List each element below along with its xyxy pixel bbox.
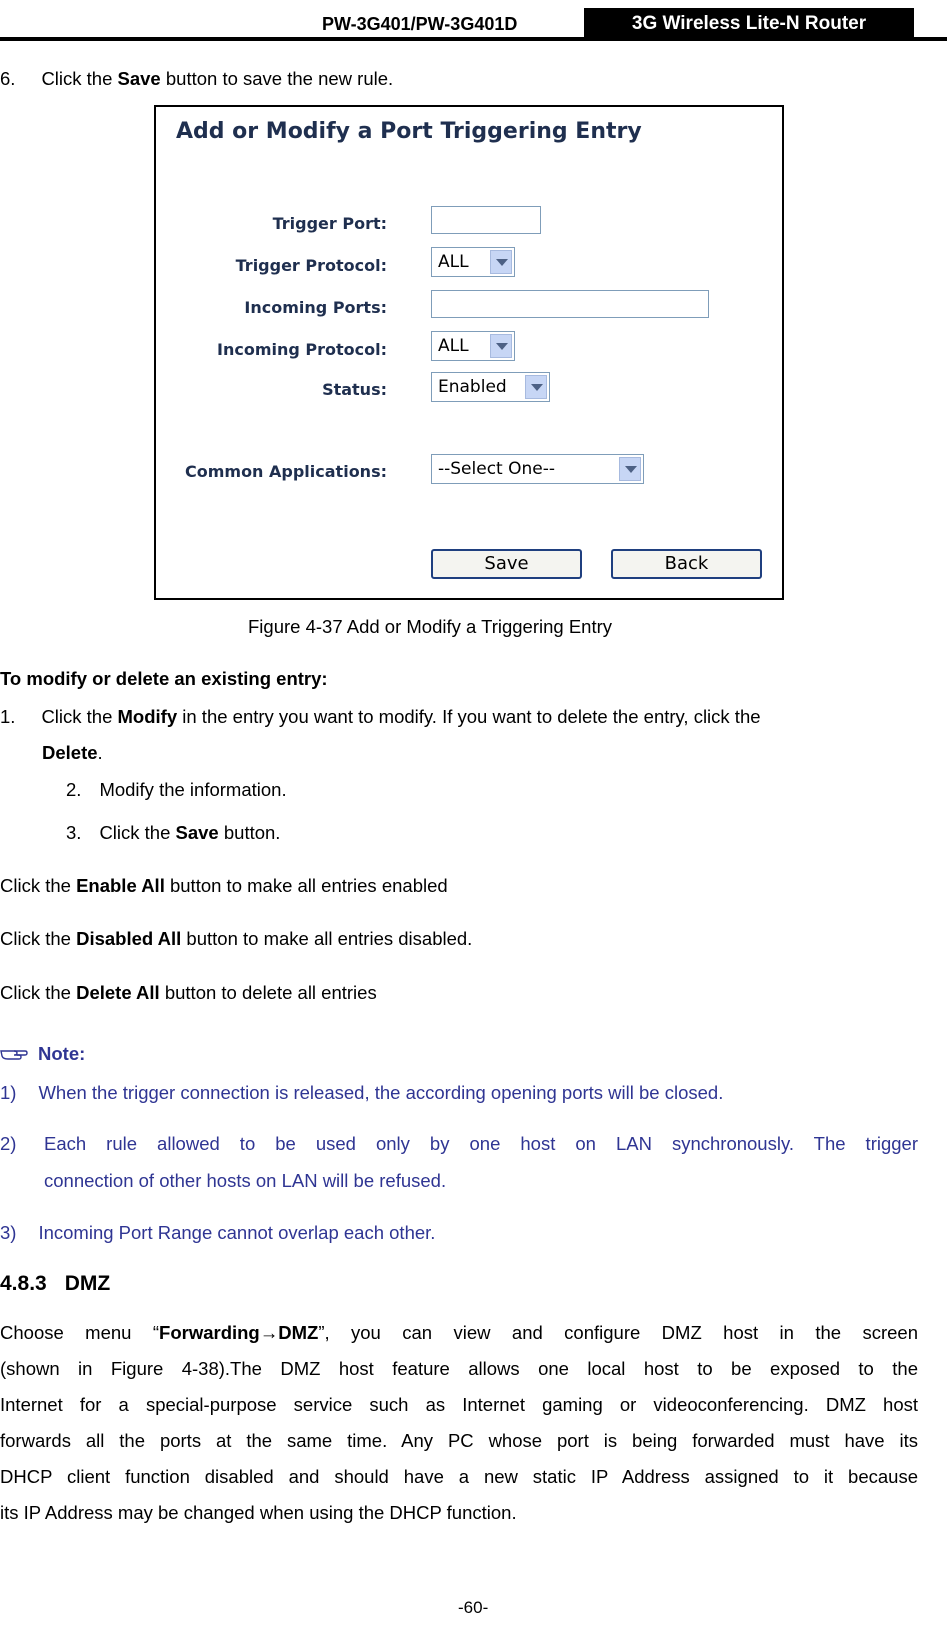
step-number: 2.: [66, 779, 82, 800]
modify-heading: To modify or delete an existing entry:: [0, 668, 328, 689]
common-applications-select[interactable]: [431, 454, 644, 484]
paragraph-line: DHCP client function disabled and should have a new static IP Address assigned to it because: [0, 1466, 918, 1487]
chevron-down-icon: [619, 457, 641, 481]
dmz-paragraph: [0, 1315, 918, 1531]
step-text: Click the: [41, 68, 118, 89]
enable-all-text: [0, 875, 448, 897]
step-text: Click the: [41, 706, 118, 727]
step-number: 3.: [66, 822, 82, 843]
action-bold: Delete All: [76, 982, 160, 1003]
header-model: PW-3G401/PW-3G401D: [322, 14, 518, 34]
figure-caption: Figure 4-37 Add or Modify a Triggering Entry: [248, 616, 613, 637]
section-title: DMZ: [64, 1272, 111, 1295]
select-value: ALL: [438, 336, 469, 356]
note-text: When the trigger connection is released, the according opening ports will be closed.: [38, 1082, 724, 1103]
select-value: --Select One--: [438, 459, 555, 479]
chevron-down-icon: [525, 375, 547, 399]
page-number: -60-: [458, 1598, 489, 1617]
step-bold: Modify: [117, 706, 178, 727]
trigger-protocol-select[interactable]: [431, 247, 515, 277]
step-text: Modify the information.: [99, 779, 287, 800]
pointing-hand-icon: [0, 1043, 28, 1065]
incoming-protocol-select[interactable]: [431, 331, 515, 361]
note-item: [0, 1082, 723, 1104]
note-number: 1): [0, 1082, 17, 1103]
note-number: 3): [0, 1222, 17, 1243]
paragraph-line: (shown in Figure 4-38).The DMZ host feature allows one local host to be exposed to the: [0, 1358, 918, 1379]
common-applications-label: Common Applications:: [184, 462, 387, 481]
action-text: Click the: [0, 928, 77, 949]
note-text: [44, 1133, 918, 1155]
chevron-down-icon: [490, 250, 512, 274]
note-number: 2): [0, 1133, 17, 1154]
line-text: ”, you can view and configure DMZ host in the screen: [318, 1322, 918, 1343]
action-bold: Enable All: [76, 875, 165, 896]
incoming-ports-label: Incoming Ports:: [244, 298, 387, 317]
action-text: button to delete all entries: [159, 982, 377, 1003]
modify-step-1: [0, 706, 761, 728]
incoming-protocol-label: Incoming Protocol:: [217, 340, 387, 359]
note-label: Note:: [38, 1043, 86, 1064]
paragraph-line: Internet for a special-purpose service such as Internet gaming or videoconferencing. DMZ host: [0, 1394, 918, 1415]
header-rule: [0, 37, 947, 41]
note-item: [0, 1133, 16, 1155]
step-text: Click the: [99, 822, 176, 843]
trigger-port-label: Trigger Port:: [272, 214, 387, 233]
step-text: button to save the new rule.: [160, 68, 394, 89]
line-text: Choose menu “: [0, 1322, 160, 1343]
delete-all-text: [0, 982, 377, 1004]
action-text: Click the: [0, 875, 77, 896]
modify-step-1-cont: [42, 742, 103, 764]
menu-path: Forwarding→DMZ: [159, 1322, 319, 1343]
back-button[interactable]: Back: [611, 549, 762, 579]
trigger-port-input[interactable]: [431, 206, 541, 234]
modify-step-2: [66, 779, 287, 801]
select-value: Enabled: [438, 377, 507, 397]
action-text: button to make all entries disabled.: [181, 928, 473, 949]
modify-step-3: [66, 822, 280, 844]
paragraph-line: forwards all the ports at the same time. Any PC whose port is being forwarded must have its: [0, 1430, 918, 1451]
step-text: button.: [218, 822, 281, 843]
step-bold: Save: [117, 68, 161, 89]
step-bold: Save: [175, 822, 219, 843]
save-button[interactable]: Save: [431, 549, 582, 579]
note-heading: [0, 1043, 85, 1065]
note-line: Each rule allowed to be used only by one host on LAN synchronously. The trigger: [44, 1133, 918, 1154]
step-text: .: [97, 742, 103, 763]
select-value: ALL: [438, 252, 469, 272]
status-select[interactable]: [431, 372, 550, 402]
paragraph-line: its IP Address may be changed when using the DHCP function.: [0, 1502, 517, 1523]
section-heading: [0, 1272, 110, 1296]
step-number: 1.: [0, 706, 16, 727]
step-text: in the entry you want to modify. If you want to delete the entry, click the: [177, 706, 761, 727]
action-bold: Disabled All: [76, 928, 182, 949]
step-6: [0, 68, 393, 90]
step-number: 6.: [0, 68, 16, 89]
note-line: connection of other hosts on LAN will be refused.: [44, 1170, 447, 1191]
incoming-ports-input[interactable]: [431, 290, 709, 318]
figure-screenshot: [154, 105, 784, 600]
status-label: Status:: [322, 380, 387, 399]
chevron-down-icon: [490, 334, 512, 358]
step-bold: Delete: [42, 742, 98, 763]
note-item: [0, 1222, 435, 1244]
paragraph-line: [0, 1315, 918, 1351]
header-product: 3G Wireless Lite-N Router: [584, 8, 914, 40]
disable-all-text: [0, 928, 472, 950]
section-number: 4.8.3: [0, 1272, 47, 1295]
action-text: Click the: [0, 982, 77, 1003]
trigger-protocol-label: Trigger Protocol:: [235, 256, 387, 275]
action-text: button to make all entries enabled: [164, 875, 448, 896]
figure-title: Add or Modify a Port Triggering Entry: [176, 119, 642, 144]
note-text: Incoming Port Range cannot overlap each other.: [38, 1222, 436, 1243]
